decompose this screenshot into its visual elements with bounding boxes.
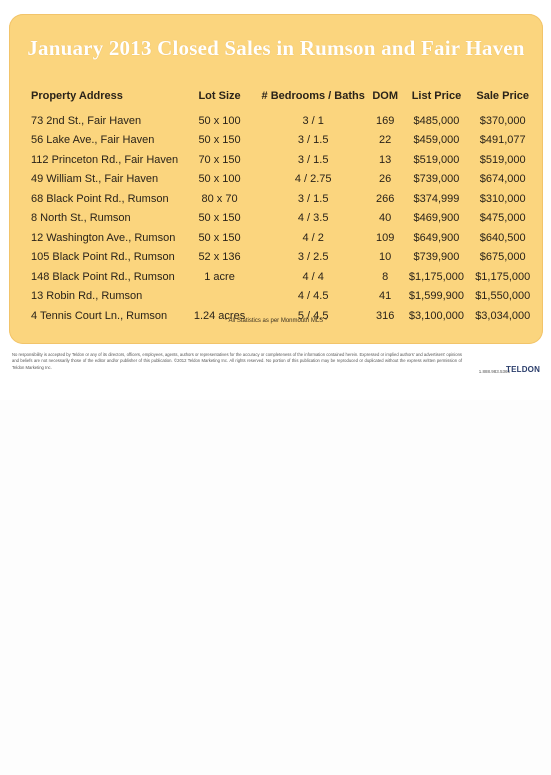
cell-bedrooms-baths: 4 / 2.75 (294, 173, 332, 186)
sales-table (29, 81, 535, 326)
phone-number: 1.888.983.5366 (478, 369, 510, 374)
page-title: January 2013 Closed Sales in Rumson and Fair Haven (27, 36, 525, 60)
cell-sale-price: $1,550,000 (475, 290, 531, 303)
cell-lot-size: 70 x 150 (198, 153, 241, 166)
cell-dom: 266 (375, 192, 395, 205)
cell-sale-price: $3,034,000 (475, 309, 531, 322)
cell-address: 112 Princeton Rd., Fair Haven (31, 153, 179, 166)
cell-address: 8 North St., Rumson (31, 212, 131, 225)
header-sale-price: Sale Price (476, 90, 530, 102)
cell-lot-size: 50 x 100 (198, 114, 241, 127)
cell-bedrooms-baths: 3 / 1.5 (297, 153, 329, 166)
cell-address: 68 Black Point Rd., Rumson (31, 192, 169, 205)
cell-sale-price: $475,000 (479, 212, 526, 225)
cell-list-price: $1,175,000 (408, 270, 464, 283)
cell-address: 12 Washington Ave., Rumson (31, 231, 176, 244)
cell-address: 73 2nd St., Fair Haven (31, 114, 142, 127)
cell-list-price: $459,000 (413, 134, 460, 147)
cell-sale-price: $674,000 (479, 173, 526, 186)
sales-card (9, 14, 543, 344)
cell-lot-size: 80 x 70 (201, 192, 238, 205)
cell-list-price: $374,999 (413, 192, 460, 205)
table-row (29, 228, 535, 248)
cell-lot-size: 50 x 150 (198, 231, 241, 244)
cell-list-price: $649,900 (413, 231, 460, 244)
table-row (29, 150, 535, 170)
cell-bedrooms-baths: 4 / 4.5 (297, 290, 329, 303)
table-row (29, 209, 535, 229)
header-address: Property Address (31, 90, 123, 102)
cell-lot-size: 1 acre (204, 270, 235, 283)
cell-dom: 40 (379, 212, 392, 225)
cell-dom: 13 (379, 153, 392, 166)
cell-list-price: $519,000 (413, 153, 460, 166)
legal-disclaimer: No responsibility is accepted by Teldon or any of its directors, officers, employees, agents, authors or representatives for the accuracy or completeness of the information contained herein. Expressed or implied authors' and advertisers' opinions and beliefs are not necessarily those of the editor and/or publisher of this publication. ©2012 Teldon Marketing Inc. All rights reserved. No portion of this publication may be reproduced or duplicated without the express written permission of Teldon Marketing Inc. (12, 352, 462, 370)
cell-dom: 26 (379, 173, 392, 186)
cell-bedrooms-baths: 4 / 3.5 (297, 212, 329, 225)
cell-bedrooms-baths: 3 / 1 (302, 114, 324, 127)
cell-sale-price: $1,175,000 (475, 270, 531, 283)
cell-lot-size (181, 287, 259, 307)
cell-bedrooms-baths: 5 / 4.5 (297, 309, 329, 322)
cell-sale-price: $310,000 (479, 192, 526, 205)
cell-list-price: $469,900 (413, 212, 460, 225)
mls-footnote: * All Statistics as per Monmouth MLS * (224, 318, 328, 324)
cell-dom: 8 (382, 270, 389, 283)
table-row (29, 131, 535, 151)
cell-dom: 169 (375, 114, 395, 127)
cell-bedrooms-baths: 4 / 4 (302, 270, 324, 283)
table-row (29, 267, 535, 287)
cell-list-price: $485,000 (413, 114, 460, 127)
cell-address: 49 William St., Fair Haven (31, 173, 159, 186)
table-row (29, 248, 535, 268)
header-dom: DOM (372, 90, 398, 102)
cell-sale-price: $491,077 (479, 134, 526, 147)
table-row (29, 287, 535, 307)
cell-dom: 22 (379, 134, 392, 147)
table-row (29, 170, 535, 190)
cell-list-price: $739,000 (413, 173, 460, 186)
table-row (29, 189, 535, 209)
cell-list-price: $1,599,900 (408, 290, 464, 303)
cell-lot-size: 50 x 150 (198, 134, 241, 147)
cell-address: 13 Robin Rd., Rumson (31, 290, 143, 303)
cell-address: 105 Black Point Rd., Rumson (31, 251, 175, 264)
cell-dom: 109 (375, 231, 395, 244)
cell-lot-size: 50 x 100 (198, 173, 241, 186)
cell-sale-price: $370,000 (479, 114, 526, 127)
brand-logo: TELDON (506, 365, 541, 374)
cell-bedrooms-baths: 3 / 1.5 (297, 192, 329, 205)
cell-list-price: $739,900 (413, 251, 460, 264)
cell-dom: 316 (375, 309, 395, 322)
cell-address: 56 Lake Ave., Fair Haven (31, 134, 155, 147)
cell-list-price: $3,100,000 (408, 309, 464, 322)
cell-dom: 10 (379, 251, 392, 264)
cell-lot-size: 52 x 136 (198, 251, 241, 264)
cell-bedrooms-baths: 4 / 2 (302, 231, 324, 244)
cell-address: 148 Black Point Rd., Rumson (31, 270, 175, 283)
cell-bedrooms-baths: 3 / 1.5 (297, 134, 329, 147)
table-row (29, 111, 535, 131)
cell-sale-price: $675,000 (479, 251, 526, 264)
cell-sale-price: $519,000 (479, 153, 526, 166)
header-list-price: List Price (411, 90, 462, 102)
header-lot-size: Lot Size (198, 90, 241, 102)
cell-sale-price: $640,500 (479, 231, 526, 244)
cell-lot-size: 1.24 acres (193, 309, 246, 322)
cell-dom: 41 (379, 290, 392, 303)
cell-lot-size: 50 x 150 (198, 212, 241, 225)
header-bedrooms-baths: # Bedrooms / Baths (261, 90, 365, 102)
cell-bedrooms-baths: 3 / 2.5 (297, 251, 329, 264)
cell-address: 4 Tennis Court Ln., Rumson (31, 309, 168, 322)
table-header-row (29, 81, 535, 111)
